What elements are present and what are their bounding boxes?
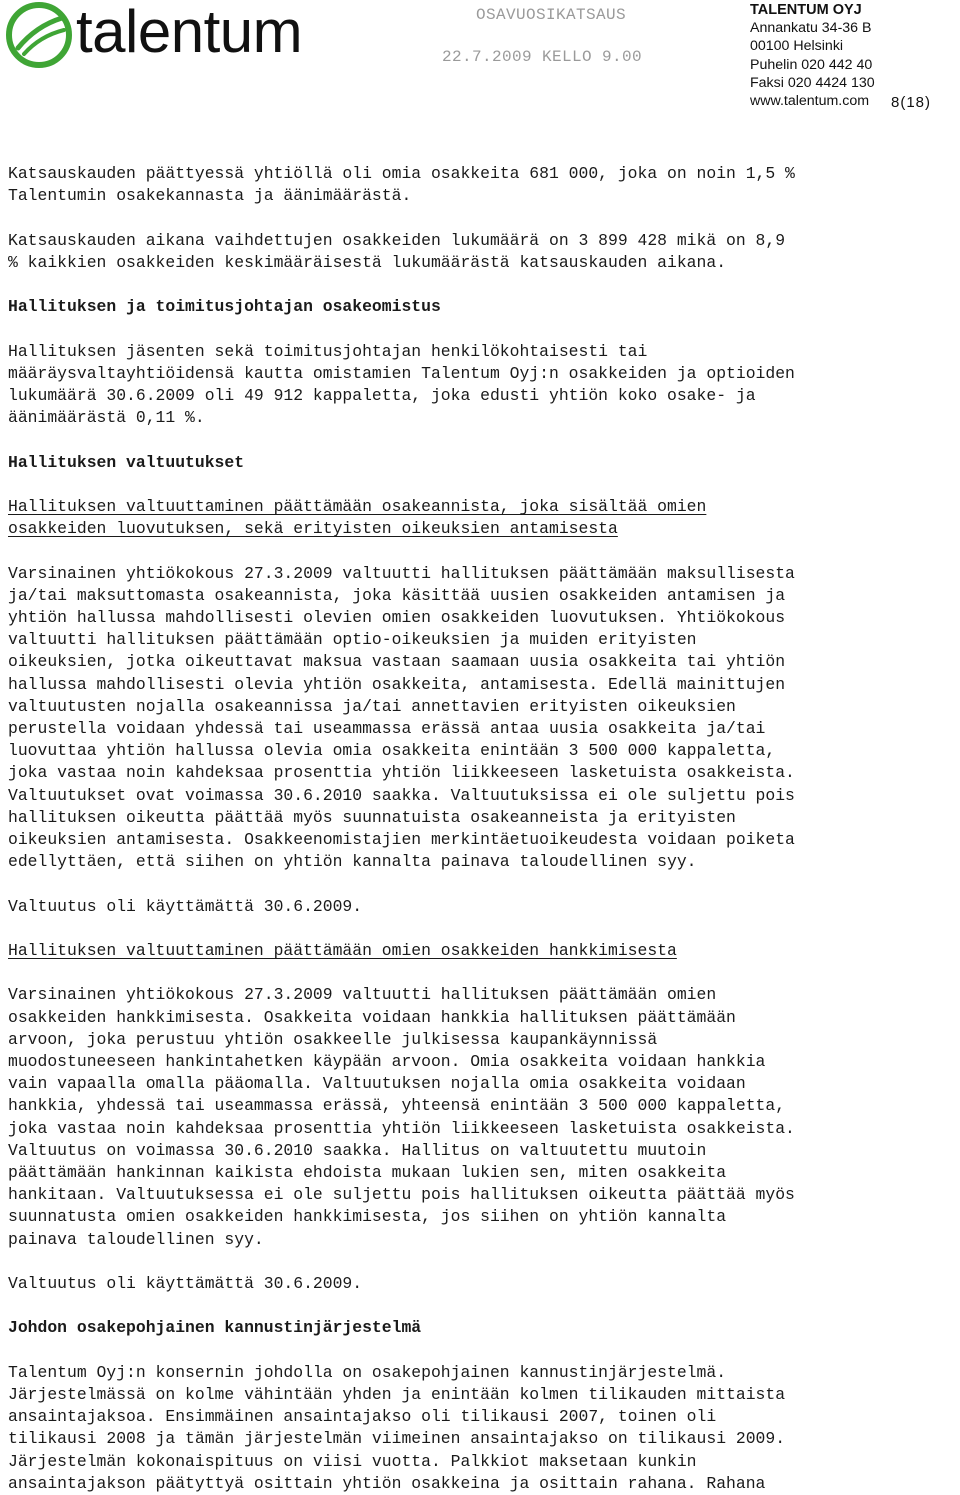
body-text-line: arvoon, joka perustuu yhtiön osakkeelle julkisessa kaupankäynnissä xyxy=(8,1029,658,1049)
body-text-line: hallituksen oikeutta päättää myös suunnatuista osakeanneista ja erityisten xyxy=(8,807,736,827)
paragraph-gap xyxy=(8,474,953,496)
body-text-line: hallussa mahdollisesti olevia yhtiön osakkeita, antamisesta. Edellä mainittujen xyxy=(8,674,786,694)
body-text-line: äänimäärästä 0,11 %. xyxy=(8,408,205,428)
body-text-line: tilikausi 2008 ja tämän järjestelmän viimeinen ansaintajakso on tilikausi 2009. xyxy=(8,1429,786,1449)
subsection-heading: Hallituksen valtuuttaminen päättämään osakeannista, joka sisältää omien xyxy=(8,496,707,516)
section-heading: Hallituksen ja toimitusjohtajan osakeomistus xyxy=(8,297,441,317)
phone-line: Puhelin 020 442 40 xyxy=(750,56,873,73)
body-text-line: oikeuksien antamisesta. Osakkeenomistajien merkintäetuoikeudesta voidaan poiketa xyxy=(8,830,795,849)
paragraph-gap xyxy=(8,1295,953,1317)
body-text-line: Järjestelmän kokonaispituus on viisi vuotta. Palkkiot maksetaan kunkin xyxy=(8,1451,697,1471)
body-text-line: perustella voidaan yhdessä tai useammassa erässä antaa uusia osakkeita ja/tai xyxy=(8,718,766,738)
body-text-line: Katsauskauden aikana vaihdettujen osakkeiden lukumäärä on 3 899 428 mikä on 8,9 xyxy=(8,230,786,250)
talentum-logo-mark-icon xyxy=(6,2,72,68)
fax-line: Faksi 020 4424 130 xyxy=(750,74,875,91)
body-text-line: Valtuutukset ovat voimassa 30.6.2010 saakka. Valtuutuksissa ei ole suljettu pois xyxy=(8,785,795,805)
body-text-line: lukumäärä 30.6.2009 oli 49 912 kappaletta, joka edusti yhtiön koko osake- ja xyxy=(8,385,756,405)
document-type: OSAVUOSIKATSAUS xyxy=(476,6,627,24)
body-text-line: Järjestelmässä on kolme vähintään yhden ja enintään kolmen tilikauden mittaista xyxy=(8,1384,786,1404)
page-header xyxy=(0,0,960,120)
body-text-line: Talentumin osakekannasta ja äänimäärästä. xyxy=(8,186,412,206)
body-text-line: valtuutusten nojalla osakeannissa ja/tai annettavien erityisten oikeuksien xyxy=(8,696,736,716)
subsection-heading: osakkeiden luovutuksen, sekä erityisten oikeuksien antamisesta xyxy=(8,519,618,539)
body-text-line: valtuutti hallituksen päättämään optio-oikeuksien ja muiden erityisten xyxy=(8,630,697,650)
body-text-line: Valtuutus on voimassa 30.6.2010 saakka. Hallitus on valtuutettu muutoin xyxy=(8,1140,707,1160)
section-heading: Hallituksen valtuutukset xyxy=(8,452,245,472)
paragraph-gap xyxy=(8,962,953,984)
document-date: 22.7.2009 KELLO 9.00 xyxy=(442,48,643,66)
body-text-line: hankitaan. Valtuutuksessa ei ole suljettu pois hallituksen oikeutta päättää myös xyxy=(8,1185,795,1205)
website-link[interactable]: www.talentum.com xyxy=(750,93,870,110)
body-text-line: yhtiön hallussa mahdollisesti olevien omien osakkeiden luovutuksen. Yhtiökokous xyxy=(8,607,786,627)
page-number: 8(18) xyxy=(891,94,932,111)
body-text-line: painava taloudellinen syy. xyxy=(8,1229,264,1249)
body-text-line: joka vastaa noin kahdeksaa prosenttia yhtiön liikkeeseen lasketuista osakkeista. xyxy=(8,1118,795,1138)
paragraph-gap xyxy=(8,207,953,229)
body-text-line: Varsinainen yhtiökokous 27.3.2009 valtuutti hallituksen päättämään omien xyxy=(8,985,717,1005)
section-heading: Johdon osakepohjainen kannustinjärjestelmä xyxy=(8,1318,422,1338)
paragraph-gap xyxy=(8,1340,953,1362)
talentum-logo xyxy=(6,2,302,68)
body-text-line: muodostuneeseen hankintahetken käypään arvoon. Omia osakkeita voidaan hankkia xyxy=(8,1051,766,1071)
subsection-heading: Hallituksen valtuuttaminen päättämään omien osakkeiden hankkimisesta xyxy=(8,940,677,960)
company-info xyxy=(750,1,875,110)
body-text-line: ja/tai maksuttomasta osakeannista, joka käsittää uusien osakkeiden antamisen ja xyxy=(8,585,786,605)
body-text-line: Hallituksen jäsenten sekä toimitusjohtajan henkilökohtaisesti tai xyxy=(8,341,648,361)
paragraph-gap xyxy=(8,318,953,340)
body-text-line: % kaikkien osakkeiden keskimääräisestä lukumäärästä katsauskauden aikana. xyxy=(8,252,727,272)
body-text-line: Varsinainen yhtiökokous 27.3.2009 valtuutti hallituksen päättämään maksullisesta xyxy=(8,563,795,583)
body-text-line: osakkeiden hankkimisesta. Osakkeita voidaan hankkia hallituksen päättämään xyxy=(8,1007,736,1027)
body-text-line: päättämään hankinnan kaikista ehdoista mukaan lukien sen, miten osakkeita xyxy=(8,1163,727,1182)
body-text-line: Talentum Oyj:n konsernin johdolla on osakepohjainen kannustinjärjestelmä. xyxy=(8,1362,727,1382)
paragraph-gap xyxy=(8,274,953,296)
body-text-line: Valtuutus oli käyttämättä 30.6.2009. xyxy=(8,1274,363,1293)
body-text-line: ansaintajaksoa. Ensimmäinen ansaintajakso oli tilikausi 2007, toinen oli xyxy=(8,1407,717,1427)
body-text-line: ansaintajakson päätyttyä osittain yhtiön osakkeina ja osittain rahana. Rahana xyxy=(8,1473,766,1493)
body-text-line: suunnatusta omien osakkeiden hankkimisesta, jos siihen on yhtiön kannalta xyxy=(8,1207,727,1227)
paragraph-gap xyxy=(8,873,953,895)
company-name: TALENTUM OYJ xyxy=(750,2,862,18)
body-text-line: edellyttäen, että siihen on yhtiön kannalta painava taloudellinen syy. xyxy=(8,852,697,872)
document-body xyxy=(8,163,953,1495)
body-text-line: Valtuutus oli käyttämättä 30.6.2009. xyxy=(8,896,363,916)
body-text-line: määräysvaltayhtiöidensä kautta omistamien Talentum Oyj:n osakkeiden ja optioiden xyxy=(8,363,795,383)
paragraph-gap xyxy=(8,1251,953,1273)
body-text-line: joka vastaa noin kahdeksaa prosenttia yhtiön liikkeeseen lasketuista osakkeista. xyxy=(8,763,795,783)
body-text-line: oikeuksien, jotka oikeuttavat maksua vastaan saamaan uusia osakkeita tai yhtiön xyxy=(8,652,786,672)
body-text-line: luovuttaa yhtiön hallussa olevia omia osakkeita enintään 3 500 000 kappaletta, xyxy=(8,741,776,761)
body-text-line: Katsauskauden päättyessä yhtiöllä oli omia osakkeita 681 000, joka on noin 1,5 % xyxy=(8,164,795,183)
body-text-line: vain vapaalla omalla pääomalla. Valtuutuksen nojalla omia osakkeita voidaan xyxy=(8,1074,746,1094)
paragraph-gap xyxy=(8,429,953,451)
address-line: Annankatu 34-36 B xyxy=(750,20,872,37)
body-text-line: hankkia, yhdessä tai useammassa erässä, yhteensä enintään 3 500 000 kappaletta, xyxy=(8,1096,786,1116)
paragraph-gap xyxy=(8,918,953,940)
logo-wordmark: talentum xyxy=(76,0,303,65)
paragraph-gap xyxy=(8,540,953,562)
address-line: 00100 Helsinki xyxy=(750,38,844,55)
